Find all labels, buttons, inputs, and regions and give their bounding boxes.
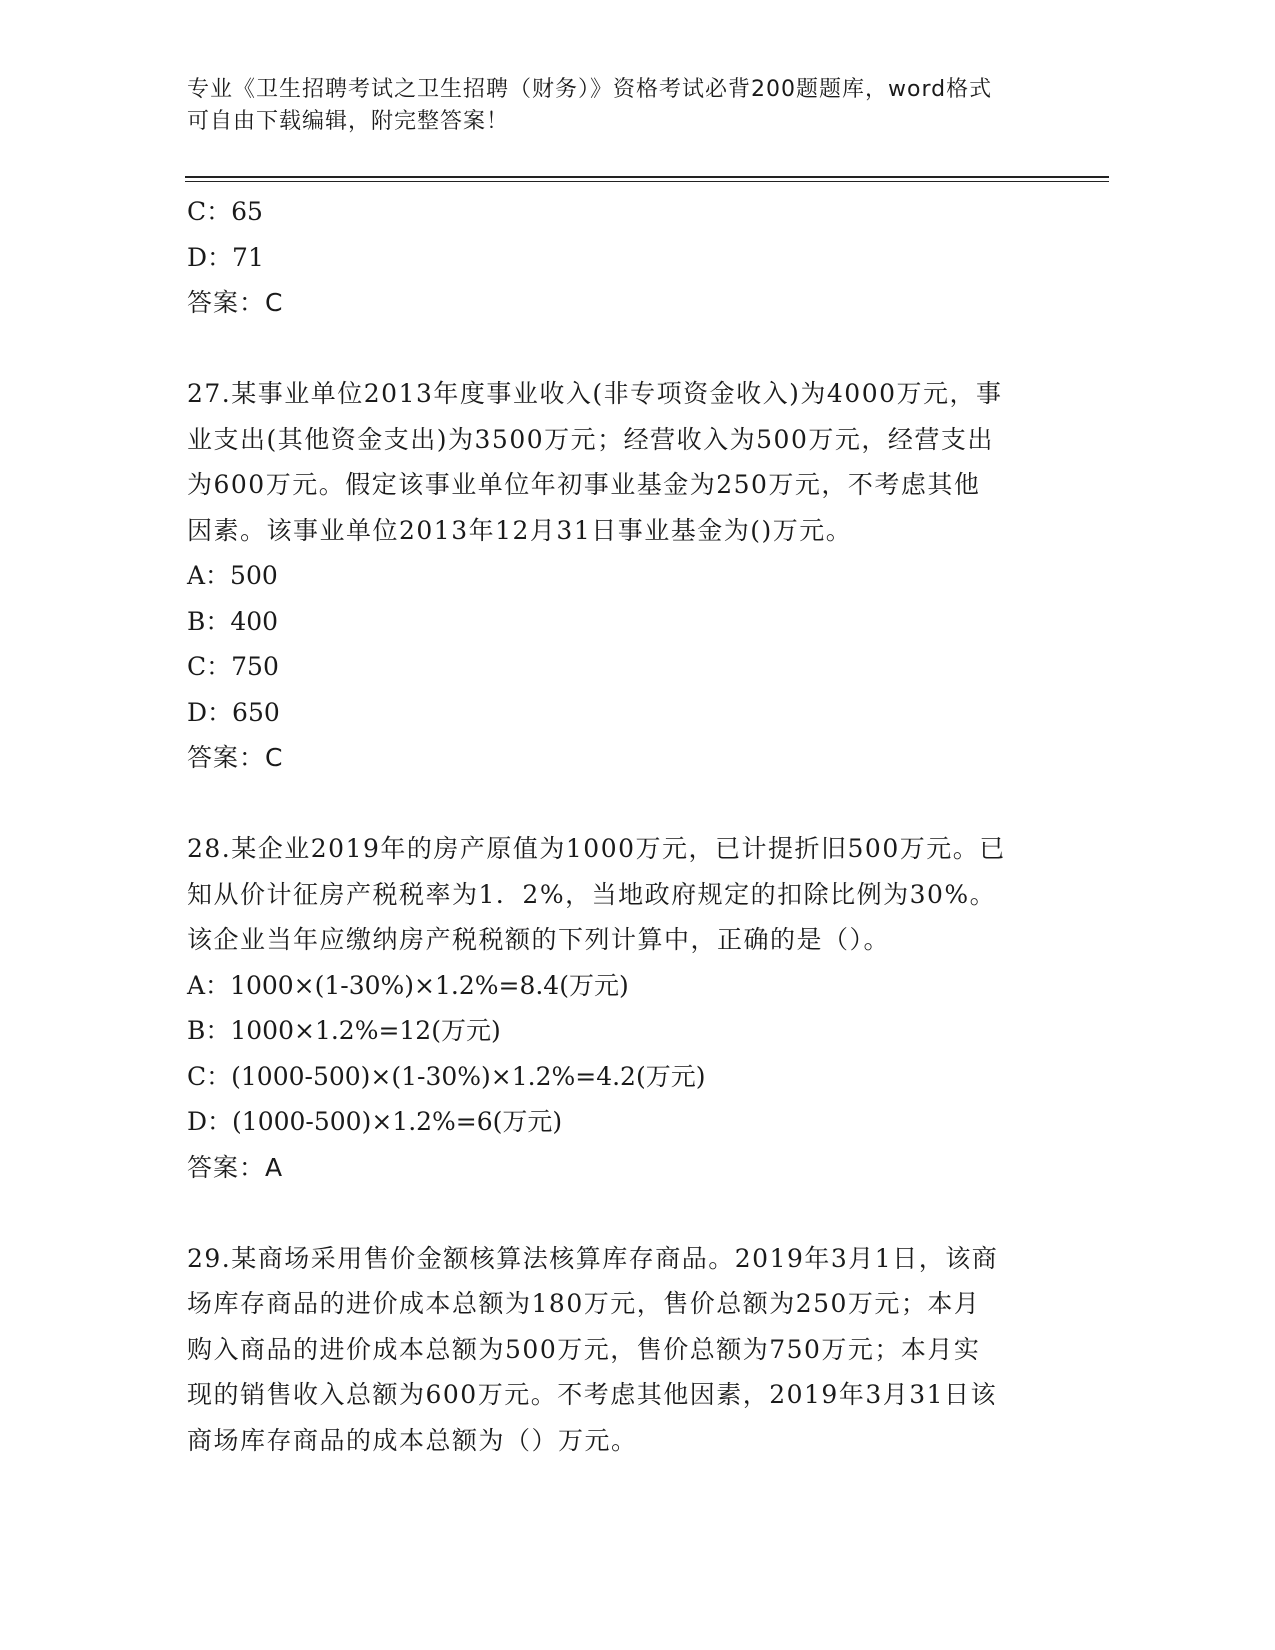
question-stem-line: 因素。该事业单位2013年12月31日事业基金为()万元。	[187, 515, 853, 545]
question-stem-line: 27.某事业单位2013年度事业收入(非专项资金收入)为4000万元，事	[187, 379, 1003, 408]
answer-line: 答案：C	[187, 288, 284, 317]
question-27	[187, 371, 1087, 781]
question-stem-line: 业支出(其他资金支出)为3500万元；经营收入为500万元，经营支出	[187, 424, 994, 454]
option-b: B：400	[187, 606, 279, 636]
question-stem-line: 现的销售收入总额为600万元。不考虑其他因素，2019年3月31日该	[187, 1380, 998, 1409]
question-28	[187, 826, 1087, 1190]
option-c: C：(1000-500)×(1-30%)×1.2%=4.2(万元)	[187, 1061, 706, 1091]
question-stem-line: 商场库存商品的成本总额为（）万元。	[187, 1425, 638, 1455]
option-d: D：(1000-500)×1.2%=6(万元)	[187, 1107, 563, 1136]
question-stem-line: 28.某企业2019年的房产原值为1000万元，已计提折旧500万元。已	[187, 834, 1006, 863]
option-a: A：500	[187, 561, 278, 590]
option-d: D：71	[187, 242, 264, 272]
header-rule-thick	[185, 176, 1109, 178]
answer-line: 答案：A	[187, 1152, 284, 1182]
header-line-1: 专业《卫生招聘考试之卫生招聘（财务）》资格考试必背200题题库，word格式	[187, 77, 993, 102]
question-29	[187, 1236, 1087, 1464]
question-stem-line: 为600万元。假定该事业单位年初事业基金为250万元，不考虑其他	[187, 470, 981, 499]
question-stem-line: 29.某商场采用售价金额核算法核算库存商品。2019年3月1日，该商	[187, 1243, 999, 1273]
answer-line: 答案：C	[187, 743, 284, 772]
option-c: C：65	[187, 197, 263, 226]
question-stem-line: 知从价计征房产税税率为1．2%，当地政府规定的扣除比例为30%。	[187, 879, 997, 909]
option-b: B：1000×1.2%=12(万元)	[187, 1016, 501, 1045]
header-line-2: 可自由下载编辑，附完整答案！	[187, 109, 510, 134]
header-rule-thin	[185, 181, 1109, 182]
question-stem-line: 该企业当年应缴纳房产税税额的下列计算中，正确的是（）。	[187, 925, 891, 954]
previous-question-tail	[187, 189, 1087, 326]
question-stem-line: 场库存商品的进价成本总额为180万元，售价总额为250万元；本月	[187, 1289, 981, 1318]
document-body	[187, 189, 1087, 1463]
option-d: D：650	[187, 697, 280, 727]
option-c: C：750	[187, 652, 279, 681]
question-stem-line: 购入商品的进价成本总额为500万元，售价总额为750万元；本月实	[187, 1334, 981, 1364]
option-a: A：1000×(1-30%)×1.2%=8.4(万元)	[187, 970, 629, 1000]
document-header	[187, 74, 1067, 138]
